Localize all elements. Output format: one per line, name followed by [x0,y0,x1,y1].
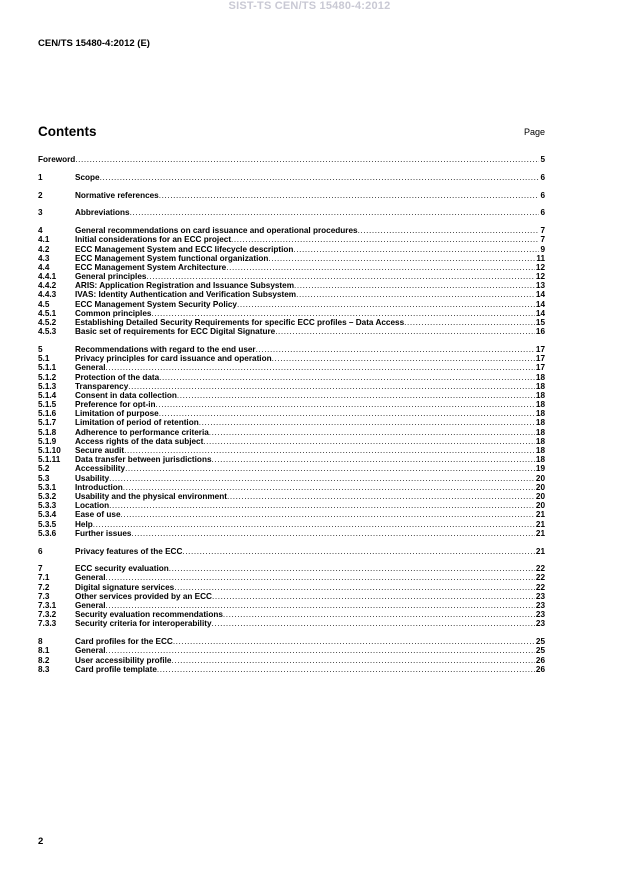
toc-entry-page: 15 [535,318,545,327]
toc-entry-number: 5.1.1 [38,363,57,373]
dot-leader [128,382,535,391]
page-number: 2 [38,836,44,847]
toc-entry-number: 8.1 [38,646,50,656]
toc-entry-number: 2 [38,190,43,200]
dot-leader [159,191,540,200]
toc-entry-title: Secure audit [75,446,125,456]
toc-entry-page: 16 [535,327,545,337]
toc-entry-number: 1 [38,172,43,182]
toc-entry-title: Recommendations with regard to the end user [75,344,256,354]
toc-entry-title: Scope [75,172,100,182]
toc-entry-title: Data transfer between jurisdictions [75,455,212,465]
dot-leader [227,492,535,501]
toc-entry-number: 5.1.10 [38,446,61,456]
toc-entry-number: 4.4.3 [38,290,57,300]
dot-leader [106,573,535,582]
toc-entry[interactable] [38,245,545,254]
toc-entry-number: 5.3.4 [38,510,57,520]
toc-entry[interactable] [38,208,545,217]
toc-entry-number: 4.1 [38,235,50,245]
toc-entry[interactable] [38,373,545,382]
toc-entry-number: 5.3.3 [38,501,57,511]
contents-heading: Contents [38,124,97,139]
toc-entry-page: 18 [535,400,545,410]
toc-entry-page: 14 [535,308,545,318]
toc-entry-page: 25 [535,646,545,656]
dot-leader [296,290,535,299]
toc-entry-page: 21 [535,510,545,520]
toc-entry-title: Further issues [75,528,132,538]
toc-entry[interactable] [38,354,545,363]
toc-entry[interactable] [38,573,545,582]
toc-entry-title: IVAS: Identity Authentication and Verification Subsystem [75,290,297,300]
toc-entry-page: 22 [535,573,545,583]
toc-entry-page: 23 [535,610,545,620]
toc-entry-number: 5.2 [38,464,50,474]
toc-entry-title: Usability and the physical environment [75,491,227,501]
dot-leader [199,418,535,427]
toc-entry[interactable] [38,263,545,272]
toc-entry[interactable] [38,610,545,619]
dot-leader [100,173,540,182]
toc-entry-number: 6 [38,546,43,556]
toc-entry-number: 7.3.2 [38,610,57,620]
toc-entry-title: General recommendations on card issuance and operational procedures [75,226,358,236]
toc-entry[interactable] [38,226,545,235]
toc-entry-title: General [75,363,106,373]
toc-entry-title: ECC Management System Architecture [75,262,227,272]
toc-entry-number: 5.3.6 [38,528,57,538]
dot-leader [212,455,535,464]
toc-entry-number: 5.1.9 [38,436,57,446]
toc-entry-title: Transparency [75,381,129,391]
toc-entry-page: 13 [535,281,545,291]
toc-entry-number: 4.2 [38,244,50,254]
toc-entry-number: 7.3 [38,591,50,601]
toc-entry-title: ECC Management System Security Policy [75,299,237,309]
toc-entry[interactable] [38,290,545,299]
dot-leader [106,363,535,372]
toc-entry-title: Security criteria for interoperability [75,619,212,629]
toc-entry[interactable] [38,529,545,538]
toc-entry[interactable] [38,510,545,519]
toc-entry[interactable] [38,446,545,455]
toc-entry[interactable] [38,637,545,646]
toc-entry[interactable] [38,409,545,418]
toc-entry-title: Usability [75,473,110,483]
toc-entry-number: 8.2 [38,655,50,665]
toc-entry-number: 7.1 [38,573,50,583]
dot-leader [159,409,535,418]
toc-entry-number: 5.1 [38,354,50,364]
toc-entry-number: 5.1.6 [38,409,57,419]
dot-leader [209,428,535,437]
toc-entry-number: 5.1.11 [38,455,61,465]
toc-entry-title: General [75,646,106,656]
toc-entry-page: 7 [540,226,545,236]
toc-entry-number: 4.4.1 [38,272,57,282]
toc-entry-page: 18 [535,436,545,446]
toc-entry-page: 20 [535,473,545,483]
dot-leader [203,437,535,446]
toc-entry[interactable] [38,428,545,437]
toc-entry[interactable] [38,309,545,318]
toc-entry[interactable] [38,656,545,665]
toc-entry[interactable] [38,501,545,510]
toc-entry[interactable] [38,400,545,409]
toc-entry[interactable] [38,455,545,464]
dot-leader [123,483,535,492]
toc-entry[interactable] [38,391,545,400]
toc-entry-page: 14 [535,299,545,309]
toc-entry-page: 21 [535,528,545,538]
toc-entry[interactable] [38,300,545,309]
toc-entry-title: General [75,601,106,611]
toc-entry-number: 5.3.1 [38,482,57,492]
toc-entry-page: 18 [535,381,545,391]
toc-entry-page: 12 [535,272,545,282]
toc-entry-title: Privacy principles for card issuance and operation [75,354,272,364]
toc-entry-page: 18 [535,372,545,382]
toc-entry[interactable] [38,492,545,501]
dot-leader [124,446,535,455]
toc-entry[interactable] [38,345,545,354]
toc-entry-number: 4.5 [38,299,50,309]
toc-entry[interactable] [38,418,545,427]
toc-entry-title: Protection of the data [75,372,160,382]
dot-leader [171,656,534,665]
toc-entry[interactable] [38,155,545,164]
toc-entry[interactable] [38,646,545,655]
toc-entry[interactable] [38,363,545,372]
dot-leader [293,245,539,254]
page-column-label: Page [523,127,545,137]
toc-entry-number: 7.3.3 [38,619,57,629]
toc-entry-title: Limitation of purpose [75,409,159,419]
toc-entry[interactable] [38,483,545,492]
toc-entry[interactable] [38,318,545,327]
toc-entry[interactable] [38,235,545,244]
dot-leader [182,547,535,556]
toc-entry-title: Basic set of requirements for ECC Digital Signature [75,327,276,337]
document-id: CEN/TS 15480-4:2012 (E) [38,38,150,49]
dot-leader [358,226,540,235]
toc-entry-title: ECC security evaluation [75,564,169,574]
toc-entry-page: 6 [540,208,545,218]
toc-entry-number: 4.4 [38,262,50,272]
dot-leader [151,309,534,318]
toc-entry-page: 18 [535,427,545,437]
toc-entry-title: Normative references [75,190,159,200]
toc-entry-title: Consent in data collection [75,390,177,400]
toc-entry[interactable] [38,583,545,592]
toc-entry-page: 5 [540,155,545,164]
dot-leader [272,354,535,363]
toc-entry-page: 17 [535,344,545,354]
toc-entry-title: Digital signature services [75,582,175,592]
toc-entry-page: 6 [540,172,545,182]
table-of-contents [38,155,545,674]
toc-entry-title: Card profiles for the ECC [75,637,173,647]
dot-leader [294,281,535,290]
toc-entry-page: 17 [535,354,545,364]
dot-leader [109,474,535,483]
toc-entry-page: 17 [535,363,545,373]
toc-entry-title: Initial considerations for an ECC project [75,235,232,245]
dot-leader [174,583,535,592]
toc-entry-page: 21 [535,546,545,556]
toc-entry-title: Common principles [75,308,152,318]
toc-entry[interactable] [38,474,545,483]
toc-entry-number: 5.1.8 [38,427,57,437]
dot-leader [177,391,535,400]
toc-entry-title: User accessibility profile [75,655,172,665]
toc-entry-number: 8 [38,637,43,647]
toc-entry-number: 5 [38,344,43,354]
dot-leader [223,610,535,619]
toc-entry[interactable] [38,520,545,529]
toc-entry[interactable] [38,281,545,290]
toc-entry-page: 21 [535,519,545,529]
toc-entry-title: Limitation of period of retention [75,418,199,428]
dot-leader [159,373,535,382]
dot-leader [173,637,535,646]
dot-leader [75,155,539,164]
toc-entry-number: 4.5.3 [38,327,57,337]
toc-entry-title: Establishing Detailed Security Requirements for specific ECC profiles – Data Access [75,318,405,327]
toc-entry[interactable] [38,564,545,573]
dot-leader [146,272,534,281]
toc-entry-number: 5.3 [38,473,50,483]
toc-entry-title: Accessibility [75,464,126,474]
watermark: SIST-TS CEN/TS 15480-4:2012 [228,0,391,12]
toc-entry[interactable] [38,619,545,628]
toc-entry-page: 20 [535,482,545,492]
dot-leader [156,400,535,409]
toc-entry-number: 5.1.7 [38,418,57,428]
dot-leader [121,510,535,519]
toc-entry-number: 8.3 [38,664,50,674]
toc-entry-page: 18 [535,418,545,428]
toc-entry[interactable] [38,327,545,336]
toc-entry-number: 4.5.2 [38,318,57,327]
toc-entry-number: 5.1.5 [38,400,57,410]
dot-leader [226,263,535,272]
toc-entry-title: ECC Management System and ECC lifecycle description [75,244,294,254]
toc-entry-page: 23 [535,601,545,611]
toc-entry-title: Abbreviations [75,208,130,218]
dot-leader [106,601,535,610]
toc-entry-title: Privacy features of the ECC [75,546,183,556]
toc-entry-page: 18 [535,446,545,456]
toc-entry-page: 18 [535,390,545,400]
dot-leader [169,564,535,573]
toc-entry-page: 20 [535,501,545,511]
toc-entry-title: ARIS: Application Registration and Issuance Subsystem [75,281,294,291]
toc-entry[interactable] [38,464,545,473]
toc-entry[interactable] [38,173,545,182]
toc-entry-number: 7.2 [38,582,50,592]
toc-entry[interactable] [38,272,545,281]
dot-leader [275,327,535,336]
toc-entry-page: 12 [535,262,545,272]
toc-entry-page: 22 [535,582,545,592]
toc-entry-page: 22 [535,564,545,574]
toc-entry[interactable] [38,665,545,674]
toc-entry-number: 4 [38,226,43,236]
toc-entry-title: Ease of use [75,510,121,520]
toc-entry-number: 5.3.5 [38,519,57,529]
toc-entry-page: 9 [540,244,545,254]
toc-entry-number: 5.1.4 [38,390,57,400]
toc-entry[interactable] [38,592,545,601]
toc-entry[interactable] [38,191,545,200]
toc-entry-number: 5.1.2 [38,372,57,382]
toc-entry-page: 23 [535,619,545,629]
toc-entry-number: 4.4.2 [38,281,57,291]
toc-entry-title: General principles [75,272,147,282]
toc-entry-number: 7 [38,564,43,574]
toc-entry-title: Card profile template [75,664,157,674]
toc-entry-number: 4.5.1 [38,308,57,318]
toc-entry-number: 7.3.1 [38,601,57,611]
dot-leader [212,619,535,628]
dot-leader [130,208,540,217]
dot-leader [231,235,539,244]
dot-leader [256,345,535,354]
toc-entry-number: 4.3 [38,253,50,263]
toc-entry-title: Location [75,501,110,511]
toc-entry-number: 5.1.3 [38,381,57,391]
toc-entry-page: 11 [536,253,545,263]
toc-entry-page: 20 [535,491,545,501]
toc-entry-number: 5.3.2 [38,491,57,501]
toc-entry-title: Preference for opt-in [75,400,156,410]
dot-leader [237,300,535,309]
toc-entry-page: 19 [535,464,545,474]
toc-entry-page: 23 [535,591,545,601]
dot-leader [157,665,535,674]
toc-entry-page: 26 [535,655,545,665]
dot-leader [212,592,535,601]
toc-entry-title: Foreword [38,155,76,164]
dot-leader [125,464,535,473]
toc-entry-title: Other services provided by an ECC [75,591,212,601]
dot-leader [404,318,535,327]
toc-entry-number: 3 [38,208,43,218]
toc-entry[interactable] [38,437,545,446]
toc-entry-title: Adherence to performance criteria [75,427,209,437]
toc-entry-page: 7 [540,235,545,245]
dot-leader [268,254,535,263]
toc-entry-title: Security evaluation recommendations [75,610,223,620]
toc-entry-title: Help [75,519,93,529]
toc-entry-title: Access rights of the data subject [75,436,204,446]
toc-entry[interactable] [38,254,545,263]
toc-entry[interactable] [38,547,545,556]
toc-entry-page: 25 [535,637,545,647]
dot-leader [109,501,535,510]
toc-entry-page: 26 [535,664,545,674]
toc-entry-page: 14 [535,290,545,300]
toc-entry-page: 18 [535,455,545,465]
toc-entry[interactable] [38,601,545,610]
toc-entry-page: 18 [535,409,545,419]
toc-entry-title: Introduction [75,482,123,492]
toc-entry-title: General [75,573,106,583]
toc-entry-title: ECC Management System functional organization [75,253,269,263]
dot-leader [106,646,535,655]
dot-leader [93,520,535,529]
toc-entry-page: 6 [540,190,545,200]
dot-leader [131,529,534,538]
toc-entry[interactable] [38,382,545,391]
